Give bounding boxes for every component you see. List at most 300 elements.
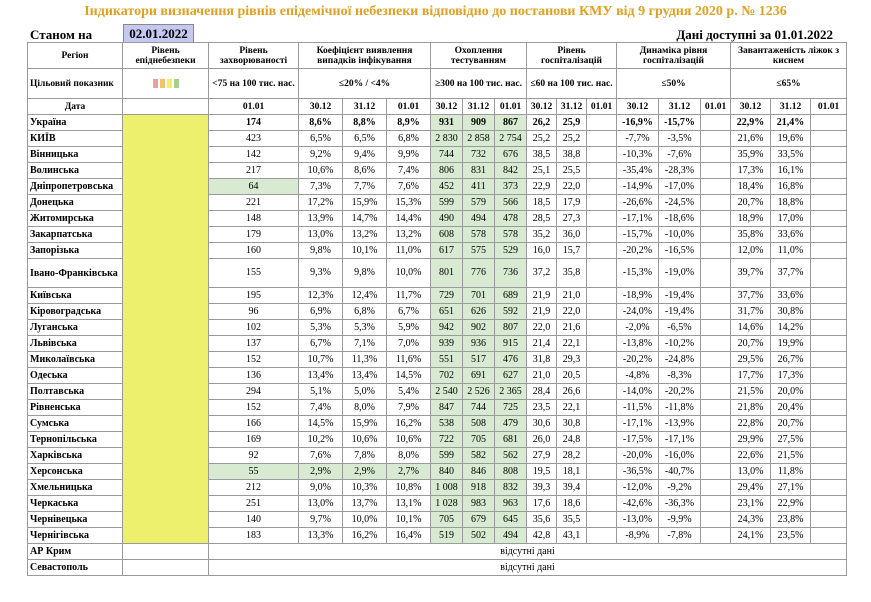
date-dyn-3: 01.01 xyxy=(701,99,731,115)
table-row xyxy=(28,528,847,544)
hosp-cell xyxy=(587,304,617,320)
date-inc: 01.01 xyxy=(209,99,299,115)
dyn-cell: -13,8% xyxy=(617,336,659,352)
testing-cell: 691 xyxy=(463,368,495,384)
beds-cell: 37,7% xyxy=(771,259,811,288)
testing-cell: 538 xyxy=(431,416,463,432)
detection-cell: 10,1% xyxy=(343,243,387,259)
testing-cell: 702 xyxy=(431,368,463,384)
detection-cell: 8,0% xyxy=(387,448,431,464)
hosp-cell xyxy=(587,211,617,227)
region-name: Хмельницька xyxy=(28,480,123,496)
testing-cell: 519 xyxy=(431,528,463,544)
detection-cell: 7,6% xyxy=(299,448,343,464)
beds-cell: 30,8% xyxy=(771,304,811,320)
hosp-cell xyxy=(587,115,617,131)
dyn-cell: -15,3% xyxy=(617,259,659,288)
beds-cell xyxy=(811,211,847,227)
detection-cell: 9,8% xyxy=(343,259,387,288)
date-dyn-2: 31.12 xyxy=(659,99,701,115)
beds-cell: 33,5% xyxy=(771,147,811,163)
incidence-cell: 92 xyxy=(209,448,299,464)
region-name: Київська xyxy=(28,288,123,304)
testing-cell: 840 xyxy=(431,464,463,480)
target-incidence: <75 на 100 тис. нас. xyxy=(209,69,299,99)
incidence-cell: 148 xyxy=(209,211,299,227)
testing-cell: 808 xyxy=(495,464,527,480)
hosp-cell: 26,2 xyxy=(527,115,557,131)
detection-cell: 9,3% xyxy=(299,259,343,288)
beds-cell: 22,9% xyxy=(771,496,811,512)
dyn-cell: -36,5% xyxy=(617,464,659,480)
dyn-cell: -42,6% xyxy=(617,496,659,512)
beds-cell xyxy=(811,243,847,259)
detection-cell: 14,4% xyxy=(387,211,431,227)
testing-cell: 831 xyxy=(463,163,495,179)
beds-cell xyxy=(811,432,847,448)
table-row xyxy=(28,400,847,416)
dyn-cell: -36,3% xyxy=(659,496,701,512)
detection-cell: 13,9% xyxy=(299,211,343,227)
hosp-cell: 28,5 xyxy=(527,211,557,227)
testing-cell: 915 xyxy=(495,336,527,352)
table-row xyxy=(28,131,847,147)
beds-cell: 22,8% xyxy=(731,416,771,432)
dyn-cell: -15,7% xyxy=(659,115,701,131)
date-beds-3: 01.01 xyxy=(811,99,847,115)
detection-cell: 5,1% xyxy=(299,384,343,400)
detection-cell: 6,8% xyxy=(387,131,431,147)
testing-cell: 452 xyxy=(431,179,463,195)
hosp-cell xyxy=(587,320,617,336)
dyn-cell: -10,2% xyxy=(659,336,701,352)
table-row xyxy=(28,560,847,576)
table-row xyxy=(28,115,847,131)
beds-cell xyxy=(811,336,847,352)
detection-cell: 16,4% xyxy=(387,528,431,544)
dyn-cell: -17,1% xyxy=(659,432,701,448)
header-indicator: Цільовий показник xyxy=(28,69,123,99)
hosp-cell xyxy=(587,512,617,528)
hosp-cell xyxy=(587,448,617,464)
testing-cell: 575 xyxy=(463,243,495,259)
beds-cell: 23,5% xyxy=(771,528,811,544)
testing-cell: 2 540 xyxy=(431,384,463,400)
detection-cell: 10,7% xyxy=(299,352,343,368)
beds-cell: 20,4% xyxy=(771,400,811,416)
hosp-cell: 27,3 xyxy=(557,211,587,227)
incidence-cell: 183 xyxy=(209,528,299,544)
date-hosp-2: 31.12 xyxy=(557,99,587,115)
incidence-cell: 251 xyxy=(209,496,299,512)
header-dyn: Динаміка рівня госпіталізацій xyxy=(617,43,731,69)
dyn-cell: -14,9% xyxy=(617,179,659,195)
dyn-cell xyxy=(701,211,731,227)
dyn-cell: -24,0% xyxy=(617,304,659,320)
header-level-date xyxy=(123,99,209,115)
hosp-cell xyxy=(587,384,617,400)
incidence-cell: 102 xyxy=(209,320,299,336)
level-cell xyxy=(123,131,209,147)
dyn-cell xyxy=(701,163,731,179)
level-cell xyxy=(123,480,209,496)
detection-cell: 6,7% xyxy=(387,304,431,320)
dyn-cell: -19,4% xyxy=(659,288,701,304)
hosp-cell xyxy=(587,288,617,304)
beds-cell: 39,7% xyxy=(731,259,771,288)
dyn-cell xyxy=(701,464,731,480)
level-swatch xyxy=(153,79,158,88)
as-of-label: Станом на xyxy=(30,27,93,42)
beds-cell: 33,6% xyxy=(771,227,811,243)
hosp-cell: 25,1 xyxy=(527,163,557,179)
dyn-cell: -19,4% xyxy=(659,304,701,320)
beds-cell: 21,5% xyxy=(731,384,771,400)
region-name: Миколаївська xyxy=(28,352,123,368)
beds-cell: 21,8% xyxy=(731,400,771,416)
table-row xyxy=(28,384,847,400)
dyn-cell: -9,9% xyxy=(659,512,701,528)
incidence-cell: 294 xyxy=(209,384,299,400)
detection-cell: 9,4% xyxy=(343,147,387,163)
dyn-cell: -20,2% xyxy=(659,384,701,400)
dyn-cell xyxy=(701,512,731,528)
testing-cell: 490 xyxy=(431,211,463,227)
dyn-cell: -10,3% xyxy=(617,147,659,163)
table-row xyxy=(28,368,847,384)
dyn-cell: -24,5% xyxy=(659,195,701,211)
beds-cell xyxy=(811,368,847,384)
incidence-cell: 174 xyxy=(209,115,299,131)
hosp-cell xyxy=(587,400,617,416)
detection-cell: 8,9% xyxy=(387,115,431,131)
dyn-cell: -15,7% xyxy=(617,227,659,243)
beds-cell: 33,6% xyxy=(771,288,811,304)
incidence-cell: 195 xyxy=(209,288,299,304)
beds-cell: 17,7% xyxy=(731,368,771,384)
region-name: АР Крим xyxy=(28,544,123,560)
dyn-cell: -4,8% xyxy=(617,368,659,384)
hosp-cell: 21,9 xyxy=(527,304,557,320)
dyn-cell: -24,8% xyxy=(659,352,701,368)
dyn-cell xyxy=(701,400,731,416)
testing-cell: 801 xyxy=(431,259,463,288)
beds-cell xyxy=(811,179,847,195)
testing-cell: 645 xyxy=(495,512,527,528)
dyn-cell: -2,0% xyxy=(617,320,659,336)
incidence-cell: 169 xyxy=(209,432,299,448)
detection-cell: 8,6% xyxy=(299,115,343,131)
testing-cell: 651 xyxy=(431,304,463,320)
region-name: Закарпатська xyxy=(28,227,123,243)
incidence-cell: 160 xyxy=(209,243,299,259)
testing-cell: 867 xyxy=(495,115,527,131)
detection-cell: 10,3% xyxy=(343,480,387,496)
detection-cell: 2,9% xyxy=(299,464,343,480)
beds-cell xyxy=(811,259,847,288)
beds-cell: 21,6% xyxy=(731,131,771,147)
region-name: Україна xyxy=(28,115,123,131)
hosp-cell: 25,9 xyxy=(557,115,587,131)
level-cell xyxy=(123,211,209,227)
dyn-cell: -40,7% xyxy=(659,464,701,480)
beds-cell: 18,9% xyxy=(731,211,771,227)
hosp-cell xyxy=(587,416,617,432)
hosp-cell xyxy=(587,163,617,179)
beds-cell xyxy=(811,352,847,368)
beds-cell: 13,0% xyxy=(731,464,771,480)
date-beds-1: 30.12 xyxy=(731,99,771,115)
detection-cell: 16,2% xyxy=(343,528,387,544)
hosp-cell xyxy=(587,131,617,147)
header-detection: Коефіцієнт виявлення випадків інфікування xyxy=(299,43,431,69)
dyn-cell: -13,0% xyxy=(617,512,659,528)
beds-cell xyxy=(811,131,847,147)
testing-cell: 832 xyxy=(495,480,527,496)
dyn-cell: -13,9% xyxy=(659,416,701,432)
dyn-cell: -7,6% xyxy=(659,147,701,163)
hosp-cell: 19,5 xyxy=(527,464,557,480)
beds-cell: 19,9% xyxy=(771,336,811,352)
hosp-cell: 35,8 xyxy=(557,259,587,288)
dyn-cell xyxy=(701,416,731,432)
region-name: Чернівецька xyxy=(28,512,123,528)
dyn-cell xyxy=(701,368,731,384)
detection-cell: 7,1% xyxy=(343,336,387,352)
detection-cell: 7,4% xyxy=(299,400,343,416)
testing-cell: 582 xyxy=(463,448,495,464)
hosp-cell: 22,0 xyxy=(557,179,587,195)
hosp-cell: 17,9 xyxy=(557,195,587,211)
incidence-cell: 217 xyxy=(209,163,299,179)
incidence-cell: 140 xyxy=(209,512,299,528)
testing-cell: 2 526 xyxy=(463,384,495,400)
testing-cell: 599 xyxy=(431,195,463,211)
hosp-cell: 26,6 xyxy=(557,384,587,400)
hosp-cell: 21,4 xyxy=(527,336,557,352)
target-beds: ≤65% xyxy=(731,69,847,99)
testing-cell: 776 xyxy=(463,259,495,288)
beds-cell: 19,6% xyxy=(771,131,811,147)
hosp-cell: 31,8 xyxy=(527,352,557,368)
detection-cell: 9,8% xyxy=(299,243,343,259)
table-row xyxy=(28,147,847,163)
incidence-cell: 152 xyxy=(209,352,299,368)
hosp-cell xyxy=(587,464,617,480)
testing-cell: 931 xyxy=(431,115,463,131)
region-name: Чернігівська xyxy=(28,528,123,544)
beds-cell xyxy=(811,304,847,320)
testing-cell: 529 xyxy=(495,243,527,259)
table-row xyxy=(28,496,847,512)
hosp-cell: 35,6 xyxy=(527,512,557,528)
dyn-cell: -26,6% xyxy=(617,195,659,211)
detection-cell: 13,4% xyxy=(299,368,343,384)
header-testing: Охоплення тестуванням xyxy=(431,43,527,69)
table-row xyxy=(28,464,847,480)
region-name: Запорізька xyxy=(28,243,123,259)
date-hosp-3: 01.01 xyxy=(587,99,617,115)
region-name: Івано-Франківська xyxy=(28,259,123,288)
hosp-cell: 36,0 xyxy=(557,227,587,243)
testing-cell: 732 xyxy=(463,147,495,163)
dyn-cell: -17,1% xyxy=(617,416,659,432)
beds-cell: 37,7% xyxy=(731,288,771,304)
target-hosp: ≤60 на 100 тис. нас. xyxy=(527,69,617,99)
date-test-2: 31.12 xyxy=(463,99,495,115)
beds-cell: 23,1% xyxy=(731,496,771,512)
detection-cell: 7,7% xyxy=(343,179,387,195)
hosp-cell: 21,0 xyxy=(527,368,557,384)
testing-cell: 2 754 xyxy=(495,131,527,147)
hosp-cell: 22,1 xyxy=(557,336,587,352)
table-row xyxy=(28,243,847,259)
beds-cell xyxy=(811,416,847,432)
level-cell xyxy=(123,432,209,448)
beds-cell: 35,9% xyxy=(731,147,771,163)
detection-cell: 9,0% xyxy=(299,480,343,496)
table-row xyxy=(28,259,847,288)
testing-cell: 705 xyxy=(431,512,463,528)
incidence-cell: 142 xyxy=(209,147,299,163)
hosp-cell: 24,8 xyxy=(557,432,587,448)
testing-cell: 909 xyxy=(463,115,495,131)
beds-cell: 31,7% xyxy=(731,304,771,320)
header-level: Рівень епіднебезпеки xyxy=(123,43,209,69)
level-cell xyxy=(123,243,209,259)
level-cell xyxy=(123,227,209,243)
testing-cell: 939 xyxy=(431,336,463,352)
detection-cell: 13,2% xyxy=(387,227,431,243)
hosp-cell: 22,9 xyxy=(527,179,557,195)
table-row xyxy=(28,544,847,560)
dyn-cell: -8,9% xyxy=(617,528,659,544)
testing-cell: 517 xyxy=(463,352,495,368)
detection-cell: 10,2% xyxy=(299,432,343,448)
level-cell xyxy=(123,496,209,512)
detection-cell: 8,0% xyxy=(343,400,387,416)
header-incidence: Рівень захворюваності xyxy=(209,43,299,69)
table-row xyxy=(28,320,847,336)
hosp-cell: 16,0 xyxy=(527,243,557,259)
hosp-cell: 25,2 xyxy=(557,131,587,147)
hosp-cell xyxy=(587,336,617,352)
detection-cell: 11,3% xyxy=(343,352,387,368)
beds-cell: 20,7% xyxy=(771,416,811,432)
dyn-cell: -16,5% xyxy=(659,243,701,259)
dyn-cell: -28,3% xyxy=(659,163,701,179)
testing-cell: 566 xyxy=(495,195,527,211)
header-region: Регіон xyxy=(28,43,123,69)
level-cell xyxy=(123,512,209,528)
no-data-cell: відсутні дані xyxy=(209,560,847,576)
dyn-cell xyxy=(701,432,731,448)
level-swatch xyxy=(160,79,165,88)
testing-cell: 2 830 xyxy=(431,131,463,147)
beds-cell xyxy=(811,115,847,131)
dyn-cell: -11,5% xyxy=(617,400,659,416)
detection-cell: 6,5% xyxy=(299,131,343,147)
dyn-cell xyxy=(701,448,731,464)
testing-cell: 599 xyxy=(431,448,463,464)
table-row xyxy=(28,416,847,432)
testing-cell: 411 xyxy=(463,179,495,195)
testing-cell: 807 xyxy=(495,320,527,336)
hosp-cell: 22,0 xyxy=(557,304,587,320)
dyn-cell: -12,0% xyxy=(617,480,659,496)
dyn-cell: -9,2% xyxy=(659,480,701,496)
beds-cell: 29,9% xyxy=(731,432,771,448)
table-row xyxy=(28,227,847,243)
testing-cell: 676 xyxy=(495,147,527,163)
detection-cell: 15,9% xyxy=(343,416,387,432)
testing-cell: 476 xyxy=(495,352,527,368)
dyn-cell xyxy=(701,480,731,496)
hosp-cell: 38,8 xyxy=(557,147,587,163)
detection-cell: 5,9% xyxy=(387,320,431,336)
table-row xyxy=(28,448,847,464)
table-row xyxy=(28,288,847,304)
dyn-cell: -18,6% xyxy=(659,211,701,227)
dyn-cell xyxy=(701,336,731,352)
testing-cell: 479 xyxy=(495,416,527,432)
date-dyn-1: 30.12 xyxy=(617,99,659,115)
header-beds: Завантаженість ліжок з киснем xyxy=(731,43,847,69)
incidence-cell: 136 xyxy=(209,368,299,384)
hosp-cell xyxy=(587,243,617,259)
as-of-date: 02.01.2022 xyxy=(123,24,194,43)
testing-cell: 617 xyxy=(431,243,463,259)
detection-cell: 7,6% xyxy=(387,179,431,195)
region-name: КИЇВ xyxy=(28,131,123,147)
detection-cell: 7,8% xyxy=(343,448,387,464)
detection-cell: 11,7% xyxy=(387,288,431,304)
detection-cell: 8,8% xyxy=(343,115,387,131)
beds-cell: 17,0% xyxy=(771,211,811,227)
beds-cell: 21,4% xyxy=(771,115,811,131)
beds-cell xyxy=(811,528,847,544)
testing-cell: 744 xyxy=(431,147,463,163)
detection-cell: 10,8% xyxy=(387,480,431,496)
testing-cell: 902 xyxy=(463,320,495,336)
region-name: Харківська xyxy=(28,448,123,464)
beds-cell xyxy=(811,163,847,179)
beds-cell: 18,8% xyxy=(771,195,811,211)
dyn-cell xyxy=(701,384,731,400)
testing-cell: 578 xyxy=(495,227,527,243)
region-name: Волинська xyxy=(28,163,123,179)
beds-cell xyxy=(811,464,847,480)
beds-cell: 16,8% xyxy=(771,179,811,195)
testing-cell: 942 xyxy=(431,320,463,336)
testing-cell: 847 xyxy=(431,400,463,416)
level-swatch xyxy=(167,79,172,88)
hosp-cell: 43,1 xyxy=(557,528,587,544)
beds-cell xyxy=(811,288,847,304)
detection-cell: 13,7% xyxy=(343,496,387,512)
testing-cell: 1 008 xyxy=(431,480,463,496)
region-name: Сумська xyxy=(28,416,123,432)
testing-cell: 627 xyxy=(495,368,527,384)
testing-cell: 373 xyxy=(495,179,527,195)
hosp-cell xyxy=(587,227,617,243)
target-dyn: ≤50% xyxy=(617,69,731,99)
incidence-cell: 152 xyxy=(209,400,299,416)
level-swatch xyxy=(174,79,179,88)
hosp-cell: 21,9 xyxy=(527,288,557,304)
testing-cell: 705 xyxy=(463,432,495,448)
dyn-cell xyxy=(701,288,731,304)
